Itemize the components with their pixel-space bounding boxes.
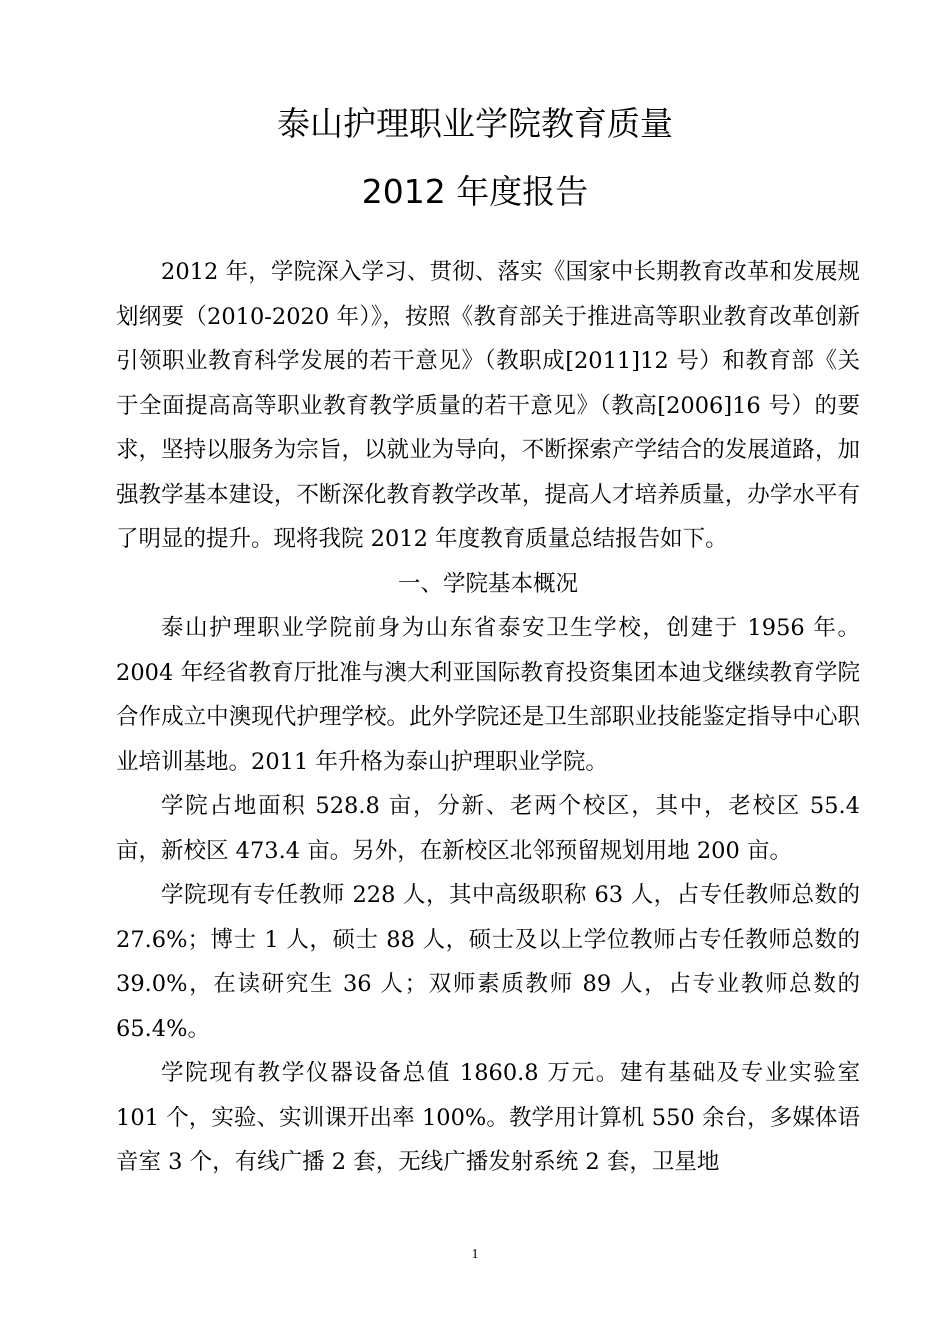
section-heading: 一、学院基本概况 [397, 570, 578, 597]
paragraph-campus: 学院占地面积 528.8 亩，分新、老两个校区，其中，老校区 55.4 亩，新校区 473.4 亩。另外，在新校区北邻预留规划用地 200 亩。 [116, 793, 860, 864]
paragraph-history: 泰山护理职业学院前身为山东省泰安卫生学校，创建于 1956 年。2004 年经省教育厅批准与澳大利亚国际教育投资集团本迪戈继续教育学院合作成立中澳现代护理学校。此外学院还是卫生部职业技能鉴定指导中心职业培训基地。2011 年升格为泰山护理职业学院。 [116, 615, 860, 775]
paragraph-equipment: 学院现有教学仪器设备总值 1860.8 万元。建有基础及专业实验室 101 个，实验、实训课开出率 100%。教学用计算机 550 余台，多媒体语音室 3 个，有线广播 2 套，无线广播发射系统 2 套，卫星地 [116, 1060, 860, 1175]
page-number: 1 [471, 1247, 479, 1262]
document-title: 泰山护理职业学院教育质量 [277, 104, 673, 143]
paragraph-intro: 2012 年，学院深入学习、贯彻、落实《国家中长期教育改革和发展规划纲要（2010-2020 年）》，按照《教育部关于推进高等职业教育改革创新 引领职业教育科学发展的若干意见》（教职成[2011]12 号）和教育部《关于全面提高高等职业教育教学质量的若干意见》（教高[2006]16 号）的要求，坚持以服务为宗旨，以就业为导向，不断探索产学结合的发展道路，加强教学基本建设，不断深化教育教学改革，提高人才培养质量，办学水平有了明显的提升。现将我院 2012 年度教育质量总结报告如下。 [116, 259, 860, 552]
document-subtitle: 2012 年度报告 [361, 172, 589, 211]
document-body [116, 250, 860, 1185]
paragraph-faculty: 学院现有专任教师 228 人，其中高级职称 63 人，占专任教师总数的 27.6%；博士 1 人，硕士 88 人，硕士及以上学位教师占专任教师总数的 39.0%，在读研究生 36 人；双师素质教师 89 人，占专业教师总数的 65.4%。 [116, 882, 860, 1042]
